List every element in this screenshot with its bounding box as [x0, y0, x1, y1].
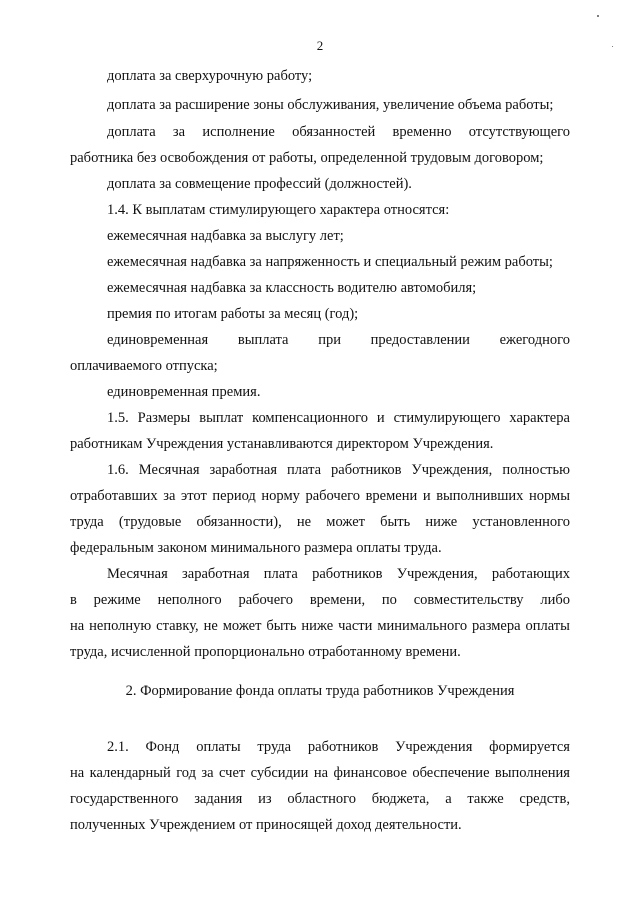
- text-line: доплата за совмещение профессий (должностей).: [107, 176, 412, 192]
- word: единовременная: [107, 332, 209, 348]
- text-line: ежемесячная надбавка за выслугу лет;: [107, 228, 344, 244]
- word: Месячная: [107, 566, 168, 582]
- text-line: доплата за сверхурочную работу;: [107, 68, 313, 84]
- section-heading: 2. Формирование фонда оплаты труда работников Учреждения: [125, 683, 515, 699]
- text-line: работника без освобождения от работы, определенной трудовым договором;: [70, 150, 544, 166]
- word: субсидии: [250, 765, 309, 781]
- word: установленного: [472, 514, 570, 530]
- text-line: работникам Учреждения устанавливаются директором Учреждения.: [70, 436, 494, 452]
- word: труда: [70, 514, 104, 530]
- word: при: [318, 332, 341, 348]
- word: обеспечение: [412, 765, 490, 781]
- word: и: [422, 488, 431, 504]
- section-item-1-4: 1.4. К выплатам стимулирующего характера относятся:: [107, 202, 450, 218]
- word: и: [376, 410, 385, 426]
- word: 1.5.: [107, 410, 129, 426]
- word: минимального: [377, 618, 468, 634]
- word: размера: [472, 618, 521, 634]
- word: 2.1.: [107, 739, 129, 755]
- word: средств,: [519, 791, 570, 807]
- word: Фонд: [145, 739, 180, 755]
- text-line: ежемесячная надбавка за классность водителю автомобиля;: [107, 280, 477, 296]
- word: работников: [331, 462, 402, 478]
- word: в: [70, 592, 77, 608]
- word: работников: [312, 566, 383, 582]
- word: быть: [266, 618, 297, 634]
- word: за: [163, 488, 176, 504]
- text-line: [107, 123, 570, 141]
- text-line: федеральным законом минимального размера оплаты труда.: [70, 540, 442, 556]
- word: рабочего: [238, 592, 293, 608]
- word: неполного: [157, 592, 222, 608]
- word: бюджета,: [371, 791, 430, 807]
- word: не: [296, 514, 312, 530]
- word: стимулирующего: [393, 410, 501, 426]
- text-line: ежемесячная надбавка за напряженность и специальный режим работы;: [107, 254, 553, 270]
- word: ниже: [425, 514, 458, 530]
- text-line: премия по итогам работы за месяц (год);: [107, 306, 359, 322]
- page-number: 2: [316, 38, 324, 53]
- word: оплаты: [196, 739, 241, 755]
- word: либо: [540, 592, 570, 608]
- word: исполнение: [202, 124, 275, 140]
- word: выполнивших: [436, 488, 524, 504]
- word: из: [258, 791, 272, 807]
- word: счет: [219, 765, 246, 781]
- word: характера: [509, 410, 570, 426]
- text-line: [70, 790, 570, 808]
- word: заработная: [209, 462, 278, 478]
- word: временно: [392, 124, 452, 140]
- text-line: труда, исчисленной пропорционально отработанному времени.: [70, 644, 461, 660]
- word: доплата: [107, 124, 156, 140]
- word: этот: [181, 488, 207, 504]
- word: работников: [307, 739, 379, 755]
- word: выплат: [199, 410, 244, 426]
- word: не: [203, 618, 218, 634]
- text-line: [70, 591, 570, 609]
- text-line: [70, 617, 570, 635]
- word: ниже: [301, 618, 334, 634]
- word: ставку,: [156, 618, 199, 634]
- word: времени,: [309, 592, 366, 608]
- word: труда: [257, 739, 292, 755]
- word: может: [222, 618, 262, 634]
- text-line: [70, 487, 570, 505]
- word: обязанности),: [196, 514, 282, 530]
- word: государственного: [70, 791, 179, 807]
- word: рабочего: [305, 488, 360, 504]
- text-line: оплачиваемого отпуска;: [70, 358, 218, 374]
- word: плата: [287, 462, 322, 478]
- word: выплата: [237, 332, 289, 348]
- text-line: доплата за расширение зоны обслуживания, увеличение объема работы;: [107, 97, 554, 113]
- word: компенсационного: [252, 410, 368, 426]
- word: задания: [194, 791, 243, 807]
- text-line: [70, 764, 570, 782]
- word: оплаты: [525, 618, 570, 634]
- word: на: [313, 765, 329, 781]
- word: плата: [263, 566, 298, 582]
- word: Учреждения,: [411, 462, 493, 478]
- word: на: [70, 765, 85, 781]
- word: обязанностей: [292, 124, 376, 140]
- word: неполную: [89, 618, 152, 634]
- text-line: [107, 331, 570, 349]
- word: формируется: [489, 739, 570, 755]
- word: выполнения: [494, 765, 570, 781]
- word: нормы: [528, 488, 570, 504]
- text-line: полученных Учреждением от приносящей доход деятельности.: [70, 817, 462, 833]
- word: год: [176, 765, 196, 781]
- word: финансовое: [333, 765, 407, 781]
- word: работающих: [491, 566, 570, 582]
- word: ежегодного: [499, 332, 570, 348]
- text-line: единовременная премия.: [107, 384, 261, 400]
- word: режиме: [93, 592, 141, 608]
- word: по: [381, 592, 397, 608]
- word: Размеры: [137, 410, 191, 426]
- word: части: [338, 618, 373, 634]
- section-item-2-1: [107, 738, 570, 756]
- text-line: [107, 565, 570, 583]
- word: отработавших: [70, 488, 158, 504]
- word: областного: [287, 791, 356, 807]
- section-item-1-6: [107, 461, 570, 479]
- word: период: [212, 488, 256, 504]
- scan-speck: [612, 46, 613, 47]
- word: быть: [380, 514, 411, 530]
- word: отсутствующего: [468, 124, 570, 140]
- word: на: [70, 618, 85, 634]
- word: предоставлении: [370, 332, 470, 348]
- word: может: [326, 514, 365, 530]
- word: также: [467, 791, 504, 807]
- word: Учреждения: [395, 739, 473, 755]
- section-item-1-5: [107, 409, 570, 427]
- word: полностью: [502, 462, 570, 478]
- word: за: [172, 124, 186, 140]
- word: Учреждения,: [396, 566, 478, 582]
- text-line: [70, 513, 570, 531]
- word: заработная: [182, 566, 250, 582]
- word: времени: [365, 488, 418, 504]
- word: 1.6.: [107, 462, 129, 478]
- word: а: [445, 791, 452, 807]
- word: календарный: [89, 765, 171, 781]
- word: совместительству: [413, 592, 524, 608]
- scan-speck: [597, 15, 599, 17]
- word: Месячная: [138, 462, 200, 478]
- word: за: [201, 765, 214, 781]
- word: норму: [261, 488, 300, 504]
- word: (трудовые: [118, 514, 182, 530]
